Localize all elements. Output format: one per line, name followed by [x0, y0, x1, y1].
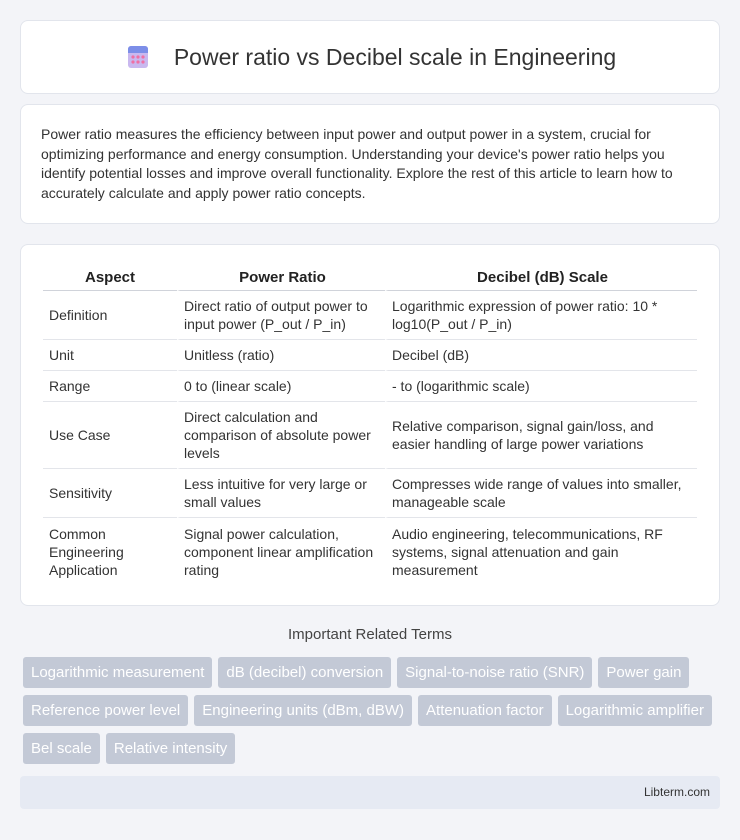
table-row — [43, 340, 697, 371]
related-terms-title: Important Related Terms — [288, 626, 452, 643]
related-terms-list — [23, 657, 723, 764]
page-title: Power ratio vs Decibel scale in Engineering — [173, 43, 617, 70]
table-cell: Range — [43, 371, 177, 402]
footer — [20, 776, 720, 809]
header-aspect: Aspect — [43, 265, 177, 291]
table-row — [43, 469, 697, 518]
table-cell: Signal power calculation, component linear amplification rating — [177, 518, 385, 585]
table-cell: Logarithmic expression of power ratio: 10 * log10(P_out / P_in) — [385, 291, 697, 340]
header-card — [20, 20, 720, 94]
table-row — [43, 518, 697, 585]
table-cell: Use Case — [43, 402, 177, 469]
related-term-tag[interactable]: dB (decibel) conversion — [218, 657, 391, 688]
table-cell: Unit — [43, 340, 177, 371]
related-term-tag[interactable]: Signal-to-noise ratio (SNR) — [397, 657, 592, 688]
table-cell: Compresses wide range of values into smaller, manageable scale — [385, 469, 697, 518]
table-cell: Sensitivity — [43, 469, 177, 518]
table-row — [43, 371, 697, 402]
table-cell: Direct calculation and comparison of absolute power levels — [177, 402, 385, 469]
related-term-tag[interactable]: Logarithmic amplifier — [558, 695, 712, 726]
table-cell: Common Engineering Application — [49, 525, 124, 578]
comparison-table-card — [20, 244, 720, 606]
table-header-row — [43, 265, 697, 291]
related-term-tag[interactable]: Attenuation factor — [418, 695, 552, 726]
table-cell: Relative comparison, signal gain/loss, and easier handling of large power variations — [385, 402, 697, 469]
related-term-tag[interactable]: Logarithmic measurement — [23, 657, 212, 688]
table-cell: Decibel (dB) — [385, 340, 697, 371]
table-cell: - to (logarithmic scale) — [385, 371, 697, 402]
intro-card — [20, 104, 720, 224]
related-term-tag[interactable]: Relative intensity — [106, 733, 235, 764]
table-cell: Definition — [43, 291, 177, 340]
header-power-ratio: Power Ratio — [177, 265, 385, 291]
table-row — [43, 291, 697, 340]
calculator-icon — [124, 43, 152, 71]
related-term-tag[interactable]: Bel scale — [23, 733, 100, 764]
intro-text: Power ratio measures the efficiency between input power and output power in a system, crucial for optimizing performance and energy consumption. Understanding your device's power ratio helps you identify potential losses and improve overall functionality. Explore the rest of this article to learn how to accurately calculate and apply power ratio concepts. — [41, 126, 673, 201]
table-cell: Unitless (ratio) — [177, 340, 385, 371]
table-cell: 0 to (linear scale) — [177, 371, 385, 402]
related-term-tag[interactable]: Reference power level — [23, 695, 188, 726]
table-row — [43, 402, 697, 469]
table-cell: Audio engineering, telecommunications, RF systems, signal attenuation and gain measurement — [385, 518, 697, 585]
header-decibel-scale: Decibel (dB) Scale — [385, 265, 697, 291]
footer-site-link[interactable]: Libterm.com — [643, 785, 710, 799]
table-cell: Less intuitive for very large or small values — [177, 469, 385, 518]
comparison-table — [43, 265, 697, 585]
related-term-tag[interactable]: Power gain — [598, 657, 689, 688]
table-cell: Direct ratio of output power to input power (P_out / P_in) — [177, 291, 385, 340]
related-term-tag[interactable]: Engineering units (dBm, dBW) — [194, 695, 412, 726]
